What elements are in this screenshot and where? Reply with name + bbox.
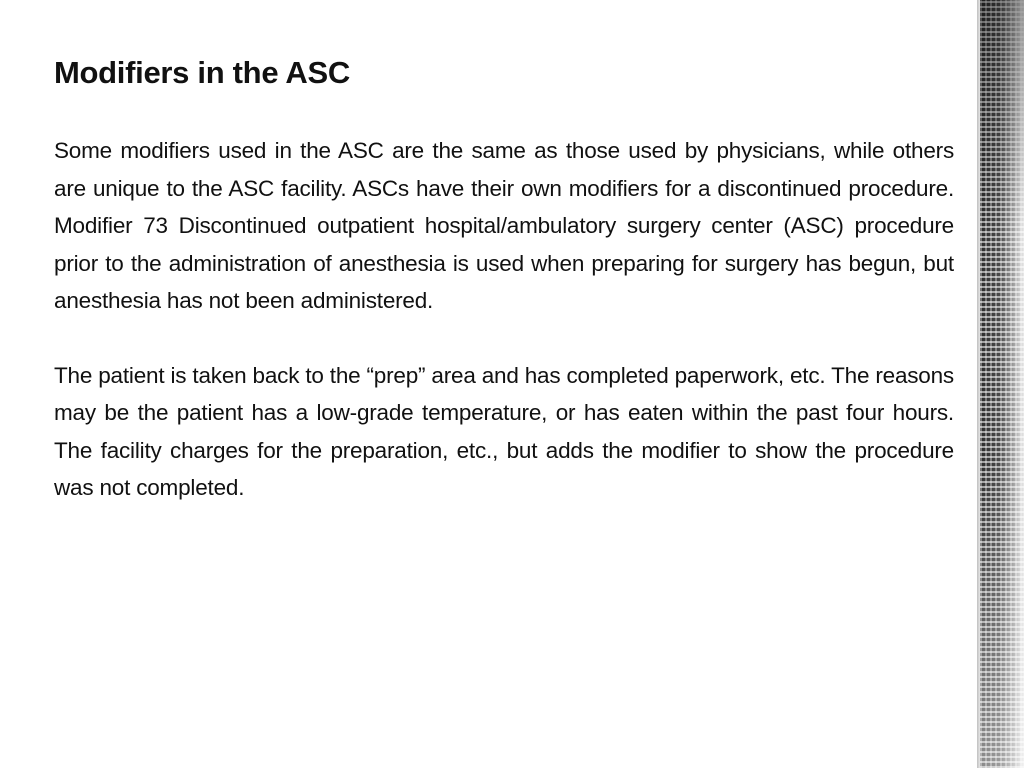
slide-content [54, 52, 954, 507]
decorative-edge-strip [980, 0, 1024, 768]
slide-title: Modifiers in the ASC [54, 55, 350, 90]
edge-strip-shine [980, 0, 1024, 768]
body-paragraph-1: Some modifiers used in the ASC are the same as those used by physicians, while others are unique to the ASC facility. ASCs have their own modifiers for a discontinued procedure. Modifier 73 Discontinued outpatient hospital/ambulatory surgery center (ASC) procedure prior to the administration of anesthesia is used when preparing for surgery has begun, but anesthesia has not been administered. [54, 138, 954, 313]
body-paragraph-2: The patient is taken back to the “prep” area and has completed paperwork, etc. The reasons may be the patient has a low-grade temperature, or has eaten within the past four hours. The facility charges for the preparation, etc., but adds the modifier to show the procedure was not completed. [54, 362, 954, 500]
